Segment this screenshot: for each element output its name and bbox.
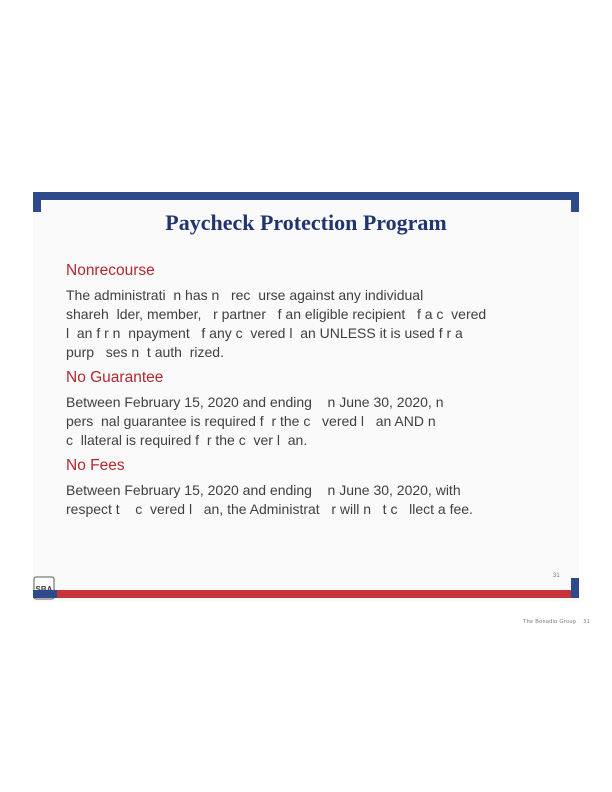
section-heading: No Guarantee (66, 369, 164, 386)
section-line: respect t c vered l an, the Administrat r will n t c llect a fee. (66, 501, 473, 517)
section-heading: Nonrecourse (66, 262, 155, 279)
slide-number: 31 (553, 573, 560, 579)
section-no-fees (66, 457, 546, 519)
bottom-blue-bar (33, 590, 57, 598)
slide-title: Paycheck Protection Program (165, 210, 447, 235)
top-left-bracket (33, 192, 41, 212)
section-line: purp ses n t auth rized. (66, 344, 224, 360)
slide (33, 192, 579, 602)
bottom-right-bracket (571, 578, 579, 598)
slide-content (66, 262, 546, 526)
top-blue-bar (33, 192, 579, 200)
page-footer: The Bonadio Group 31 (523, 619, 591, 625)
section-line: shareh lder, member, r partner f an eligible recipient f a c vered (66, 306, 487, 322)
section-line: Between February 15, 2020 and ending n June 30, 2020, n (66, 394, 444, 410)
section-nonrecourse (66, 262, 546, 362)
section-line: The administrati n has n rec urse against any individual (66, 287, 424, 303)
bottom-red-bar (57, 590, 579, 598)
section-line: c llateral is required f r the c ver l an. (66, 432, 308, 448)
section-line: pers nal guarantee is required f r the c vered l an AND n (66, 413, 436, 429)
section-heading: No Fees (66, 457, 125, 474)
section-no-guarantee (66, 369, 546, 450)
section-line: Between February 15, 2020 and ending n June 30, 2020, with (66, 482, 461, 498)
top-right-bracket (571, 192, 579, 212)
section-line: l an f r n npayment f any c vered l an UNLESS it is used f r a (66, 325, 463, 341)
